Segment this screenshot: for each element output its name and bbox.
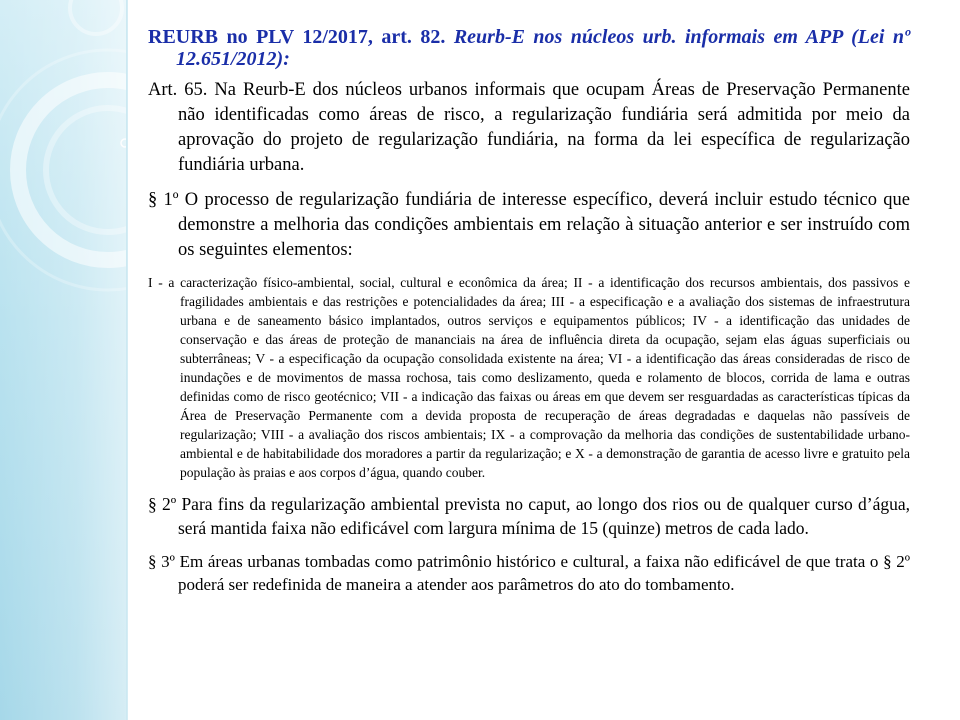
paragraph-1: § 1º O processo de regularização fundiária de interesse específico, deverá incluir estudo técnico que demonstre a melhoria das condições ambientais em relação à situação anterior e ser instruído com os seguintes elementos:: [148, 190, 910, 260]
article-65-paragraph: Art. 65. Na Reurb-E dos núcleos urbanos informais que ocupam Áreas de Preservação Permanente não identificadas como áreas de risco, a regularização fundiária será admitida por meio da aprovação do projeto de regularização fundiária, na forma da lei específica de regularização fundiária urbana.: [148, 80, 910, 175]
slide-title: [148, 26, 910, 70]
decorative-sidebar: [0, 0, 128, 720]
paragraph-3: § 3º Em áreas urbanas tombadas como patrimônio histórico e cultural, a faixa não edificável de que trata o § 2º poderá ser redefinida de maneira a atender aos parâmetros do ato do tombamento.: [148, 552, 910, 594]
items-list-paragraph: I - a caracterização físico-ambiental, social, cultural e econômica da área; II - a identificação dos recursos ambientais, dos passivos e fragilidades ambientais e das restrições e potencialidades da área; III - a especificação e a avaliação dos sistemas de infraestrutura urbana e de saneamento básico implantados, outros serviços e equipamentos públicos; IV - a identificação das unidades de conservação e das áreas de proteção de mananciais na área de influência direta da ocupação, sejam elas águas superficiais ou subterrâneas; V - a especificação da ocupação consolidada existente na área; VI - a identificação das áreas consideradas de risco de inundações e de movimentos de massa rochosa, tais como deslizamento, queda e rolamento de blocos, corrida de lama e outras definidas como de risco geotécnico; VII - a indicação das faixas ou áreas em que devem ser resguardadas as características típicas da Área de Preservação Permanente com a devida proposta de recuperação de áreas degradadas e daquelas não passíveis de regularização; VIII - a avaliação dos riscos ambientais; IX - a comprovação da melhoria das condições de sustentabilidade urbano-ambiental e de habitabilidade dos moradores a partir da regularização; e X - a demonstração de garantia de acesso livre e gratuito pela população às praias e aos corpos d’água, quando couber.: [148, 275, 910, 480]
paragraph-2: § 2º Para fins da regularização ambiental prevista no caput, ao longo dos rios ou de qualquer curso d’água, será mantida faixa não edificável com largura mínima de 15 (quinze) metros de cada lado.: [148, 494, 910, 538]
slide-content: [148, 26, 910, 596]
title-italic: Reurb-E nos núcleos urb. informais em APP (Lei nº 12.651/2012):: [176, 26, 910, 70]
sidebar-edge: [126, 0, 128, 720]
sidebar-circles-graphic: [0, 0, 128, 720]
title-bold: REURB no PLV 12/2017, art. 82.: [148, 26, 446, 48]
